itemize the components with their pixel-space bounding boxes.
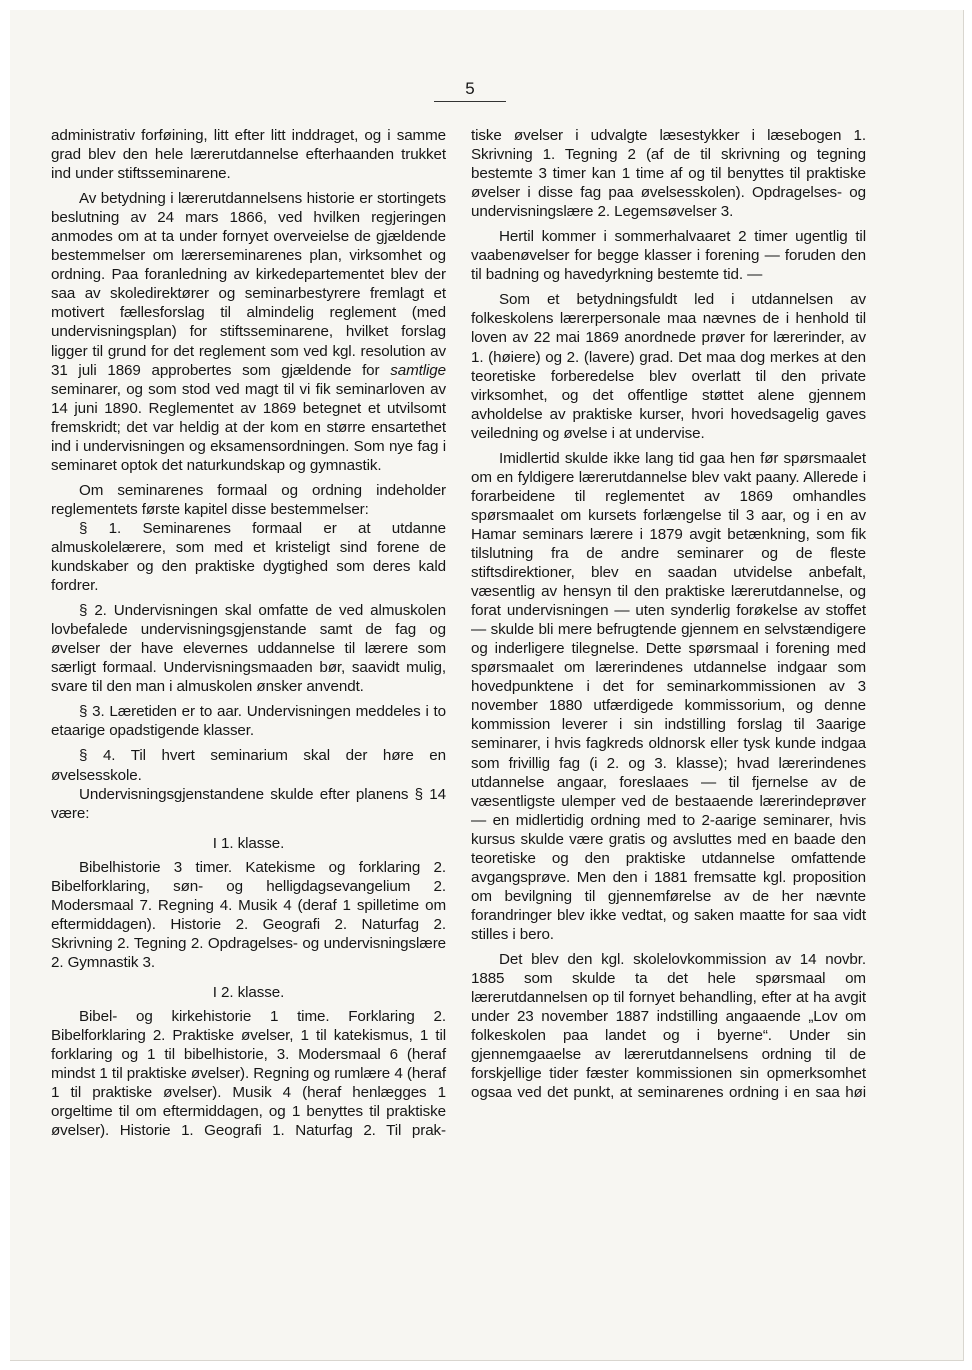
page-number: 5 [465,79,475,98]
right-paragraph-1: tiske øvelser i udvalgte læsestykker i læsebogen 1. Skrivning 1. Tegning 2 (af de til skrivning og tegning bestemte 3 timer kan 1 time af og til benyttes til praktiske øvelser i disse fag paa øvelsesskolen). Opdragelses- og undervisningslære 2. Legemsøvelser 3. [471,127,866,221]
class-1-heading: I 1. klasse. [212,834,285,852]
right-paragraph-2: Hertil kommer i sommerhalvaaret 2 timer ugentlig til vaabenøvelser for begge klasser i forening — foruden den til badning og havedyrkning bestemte tid. — [471,228,866,284]
left-paragraph-section-2: § 2. Undervisningen skal omfatte de ved almuskolen lovbefalede undervisningsgjenstande samt de fag og øvelser der have elevernes uddannelse til lærere som særligt formaal. Undervisningsmaaden bør, saavidt mulig, svare til den man i almuskolen ønsker anvendt. [51,602,446,696]
left-paragraph-1: administrativ forføining, litt efter litt inddraget, og i samme grad blev den hele lærerutdannelse efterhaanden trukket ind under stiftsseminarene. [51,127,446,183]
right-paragraph-3: Som et betydningsfuldt led i utdannelsen av folkeskolens lærerpersonale maa nævnes de i henhold til loven av 22 mai 1869 anordnede prøver for lærerinder, av 1. (høiere) og 2. (lavere) grad. Det maa dog merkes at den teoretiske forberedelse blev overlatt til den private virksomhet, og det offentlige støttet alene gjennem avholdelse av praktiske kurser, hvori hovedsagelig gaves veiledning og øvelse i at undervise. [471,291,866,442]
class-1-subjects: Bibelhistorie 3 timer. Katekisme og forklaring 2. Bibelforklaring, søn- og helligdagsevangelium 2. Modersmaal 7. Regning 4. Musik 4 (deraf 1 spilletime om eftermiddagen). Historie 2. Geografi 2. Naturfag 2. Skrivning 2. Tegning 2. Opdragelses- og undervisningslære 2. Gymnastik 3. [51,858,446,971]
left-column [51,126,446,1140]
left-paragraph-section-3: § 3. Læretiden er to aar. Undervisningen meddeles i to etaarige opadstigende klasser. [51,703,446,740]
right-paragraph-4: Imidlertid skulde ikke lang tid gaa hen før spørsmaalet om en fyldigere lærerutdannelse blev vakt paany. Allerede i forarbeidene til reglementet av 1869 omhandles spørsmaalet om kursets forlængelse til 3 aar, og i en av Hamar seminars lærere i 1879 avgit betænkning, som fik tilslutning fra de andre seminarer og de fleste stiftsdirektioner, blev en saadan utvidelse anbefalt, væsentlig av hensyn til den praktiske lærerutdannelse, og forat undervisningen — uten synderlig forøkelse av stoffet — skulde bli mere befrugtende gjennem en selvstændigere og inderligere tilegnelse. Dette spørsmaal i forening med spørsmaalet om lærerindenes utdannelse indgaar som hovedpunktene i det for seminarkommissionen av 3 november 1880 utfærdigede kommissorium, og denne kommission leverer i sin indstilling forslag til 3aarige seminarer, i hvis fagkreds oldnorsk eller tysk kunde indgaa som frivillig fag (i 2. og 3. klasse); hvad lærerindenes utdannelse angaar, foreslaaes — til fjernelse av de væsentligste ulemper ved de bestaaende lærerindeprøver — en midlertidig ordning med to 2-aarige seminarer, hvis kursus skulde være gratis og avsluttes med en baade den teoretiske og den praktiske utdannelse omfattende avgangsprøve. Men den i 1881 fremsatte kgl. proposition om bevilgning til gjennemførelse av de her nævnte forandringer blev ikke vedtat, og saken maatte for saa vidt stilles i bero. [471,449,866,943]
right-column [471,126,866,1102]
page-number-rule [434,101,506,102]
left-paragraph-2-emphasis: samtlige [390,361,446,379]
left-paragraph-section-1: § 1. Seminarenes formaal er at utdanne almuskolelærere, som med et kristeligt sind forene de kundskaber og den praktiske dygtighed som deres kald fordrer. [51,519,446,595]
class-2-subjects: Bibel- og kirkehistorie 1 time. Forklaring 2. Bibelforklaring 2. Praktiske øvelser, 1 til katekismus, 1 til forklaring og 1 til bibelhistorie, 3. Modersmaal 6 (heraf mindst 1 til praktiske øvelser). Regning og rumlære 4 (heraf 1 til praktiske øvelser). Musik 4 (heraf henlægges 1 orgeltime til om eftermiddagen, og 1 benyttes til praktiske øvelser). Historie 1. Geografi 1. Naturfag 2. Til prak- [51,1008,446,1140]
page-sheet [10,10,964,1361]
class-2-heading: I 2. klasse. [212,983,285,1001]
left-paragraph-subjects-intro: Undervisningsgjenstandene skulde efter planens § 14 være: [51,785,446,822]
left-paragraph-2-end: seminarer, og som stod ved magt til vi fik seminarloven av 14 juni 1890. Reglementet av 1869 betegnet et utvilsomt fremskridt; det var heldig at der kom en større ensartethet ind i undervisningen og eksamensordningen. Som nye fag i seminaret optok det naturkundskap og gymnastik. [51,380,446,474]
right-paragraph-5: Det blev den kgl. skolelovkommission av 14 novbr. 1885 som skulde ta det hele spørsmaal om lærerutdannelsen op til fornyet behandling, efter at ha avgit under 23 november 1887 indstilling angaaende „Lov om folkeskolen paa landet og i byerne“. Under sin gjennemgaaelse av lærerutdannelsens ordning til de forskjellige tider fæster kommissionen sin opmerksomhet ogsaa ved det punkt, at seminarenes ordning i en saa høi [471,950,866,1102]
left-paragraph-2-start: Av betydning i lærerutdannelsens historie er stortingets beslutning av 24 mars 1866, ved hvilken regjeringen anmodes om at ta under fornyet overveielse de gjældende bestemmelser om lærerseminarenes plan, virksomhet og ordning. Paa foranledning av kirkedepartementet blev der saa av skoledirektører og seminarbestyrere fremlagt et motivert fællesforslag til almindelig reglement (med undervisningsplan) for stiftsseminarene, hvilket forslag ligger til grund for det reglement som ved kgl. resolution av 31 juli 1869 approbertes som gjældende for [51,190,446,379]
left-paragraph-section-4: § 4. Til hvert seminarium skal der høre en øvelsesskole. [51,747,446,784]
left-paragraph-3: Om seminarenes formaal og ordning indeholder reglementets første kapitel disse bestemmelser: [51,481,446,518]
left-paragraph-2 [51,189,446,475]
